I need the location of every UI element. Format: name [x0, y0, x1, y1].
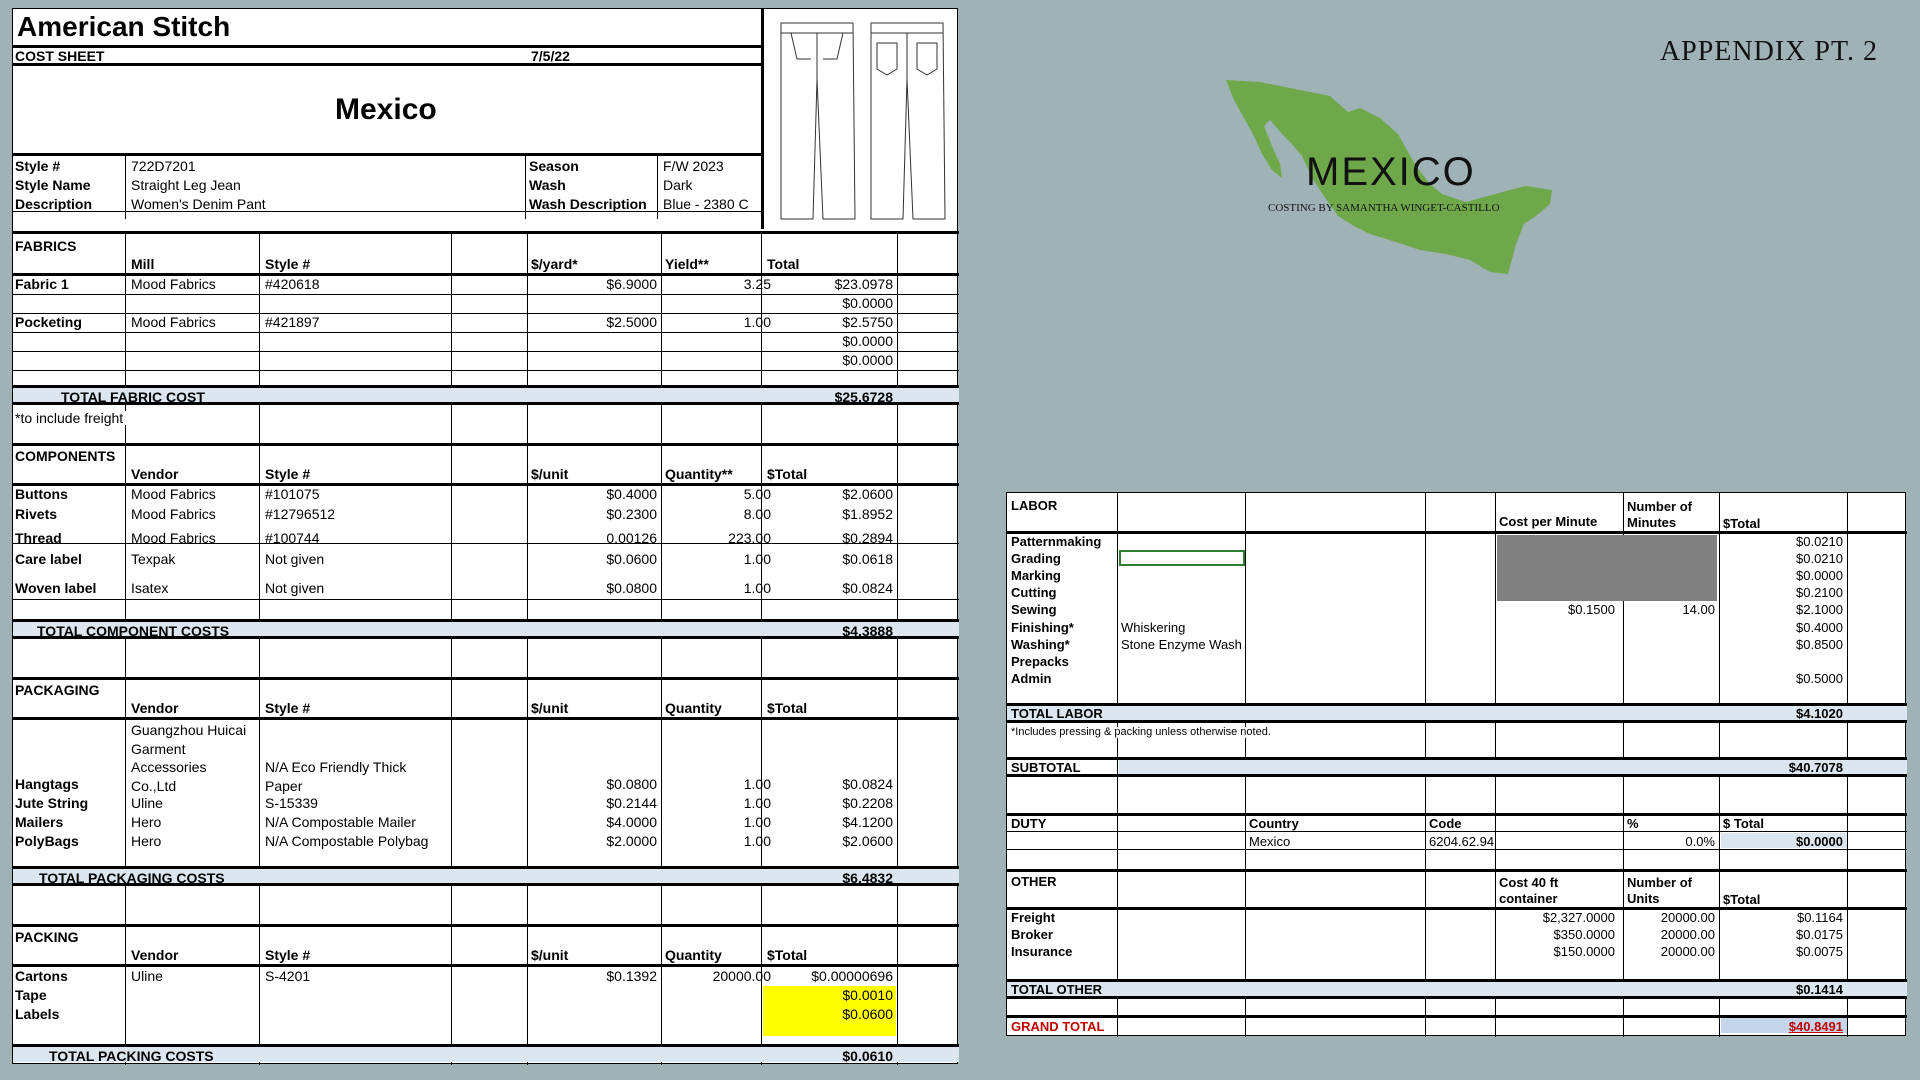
labor-row-label: Washing* [1011, 637, 1070, 652]
labor-row-total: $0.5000 [1796, 671, 1843, 686]
component-row-label: Care label [15, 551, 82, 567]
map-title: MEXICO [1306, 150, 1476, 194]
labor-row-total: $0.4000 [1796, 620, 1843, 635]
labor-gray-block [1497, 535, 1717, 601]
other-row-units: 20000.00 [1660, 910, 1715, 925]
packing-row-label: Tape [15, 987, 47, 1003]
component-row-qty: 1.00 [743, 580, 771, 596]
fabric-row-total: $0.0000 [842, 295, 893, 311]
packaging-title: PACKAGING [15, 682, 100, 698]
packaging-col-unit: $/unit [531, 700, 569, 716]
components-col-style: Style # [265, 466, 311, 482]
grading-selected-cell[interactable] [1119, 550, 1245, 566]
sheet-date: 7/5/22 [531, 48, 570, 64]
components-title: COMPONENTS [15, 448, 116, 464]
component-row-style: Not given [265, 580, 325, 596]
packaging-col-style: Style # [265, 700, 311, 716]
components-col-vendor: Vendor [131, 466, 179, 482]
other-col-total: $Total [1723, 892, 1761, 907]
fabrics-col-price: $/yard* [531, 256, 578, 272]
company-name: American Stitch [17, 11, 231, 42]
packaging-row-unit: $0.2144 [606, 795, 657, 811]
other-col-cost: Cost 40 ft container [1499, 875, 1559, 906]
labor-row-total: $0.0000 [1796, 568, 1843, 583]
fabrics-col-mill: Mill [131, 256, 155, 272]
style-no-label: Style # [15, 158, 61, 174]
component-row-total: $2.0600 [842, 486, 893, 502]
packaging-row-total: $0.0824 [842, 776, 893, 792]
duty-col-country: Country [1249, 816, 1299, 831]
duty-col-total: $ Total [1723, 816, 1764, 831]
labor-row-label: Marking [1011, 568, 1061, 583]
components-col-qty: Quantity** [665, 466, 733, 482]
component-row-style: #101075 [265, 486, 320, 502]
packing-total-label: TOTAL PACKING COSTS [49, 1048, 214, 1064]
labor-row-label: Finishing* [1011, 620, 1074, 635]
component-row-unit: $0.0600 [606, 551, 657, 567]
packing-col-total: $Total [767, 947, 808, 963]
sheet-label: COST SHEET [15, 48, 105, 64]
fabrics-note: *to include freight [15, 411, 127, 425]
fabric-row-yield: 1.00 [743, 314, 771, 330]
other-col-units: Number of Units [1627, 875, 1692, 906]
description-label: Description [15, 196, 93, 212]
fabric-row-total: $0.0000 [842, 352, 893, 368]
wash-desc-value: Blue - 2380 C [663, 196, 749, 212]
appendix-label: APPENDIX PT. 2 [1659, 36, 1878, 67]
wash-value: Dark [663, 177, 693, 193]
components-col-total: $Total [767, 466, 808, 482]
labor-row-cpm: $0.1500 [1568, 602, 1615, 617]
fabrics-col-yield: Yield** [665, 256, 709, 272]
style-name-label: Style Name [15, 177, 91, 193]
fabric-row-total: $0.0000 [842, 333, 893, 349]
packaging-row-unit: $2.0000 [606, 833, 657, 849]
component-row-vendor: Mood Fabrics [131, 506, 216, 522]
labor-col-minutes: Number of Minutes [1627, 499, 1692, 530]
fabric-row-mill: Mood Fabrics [131, 276, 216, 292]
cost-sheet [12, 8, 958, 1064]
labor-row-label: Sewing [1011, 602, 1057, 617]
component-row-qty: 5.00 [743, 486, 771, 502]
labor-col-cpm: Cost per Minute [1499, 514, 1598, 529]
packaging-row-label: PolyBags [15, 833, 79, 849]
fabric-row-label: Fabric 1 [15, 276, 69, 292]
packaging-row-vendor: Hero [131, 814, 162, 830]
duty-col-pct: % [1627, 816, 1639, 831]
packaging-row-vendor: Uline [131, 795, 163, 811]
fabric-row-total: $2.5750 [842, 314, 893, 330]
packing-row-total: $0.0600 [842, 1006, 893, 1022]
components-col-unit: $/unit [531, 466, 569, 482]
labor-title: LABOR [1011, 498, 1058, 513]
packaging-col-total: $Total [767, 700, 808, 716]
component-row-unit: $0.0800 [606, 580, 657, 596]
fabric-row-mill: Mood Fabrics [131, 314, 216, 330]
labor-total-value: $4.1020 [1796, 706, 1843, 721]
component-row-qty: 8.00 [743, 506, 771, 522]
packaging-total-label: TOTAL PACKAGING COSTS [39, 870, 225, 886]
packaging-col-qty: Quantity [665, 700, 722, 716]
component-row-unit: 0.00126 [606, 530, 657, 546]
labor-row-minutes: 14.00 [1682, 602, 1715, 617]
packing-row-total: $0.00000696 [811, 968, 893, 984]
hangtag-style: N/A Eco Friendly Thick Paper [265, 759, 407, 794]
labor-note: *Includes pressing & packing unless otherwise noted. [1011, 727, 1275, 738]
other-row-units: 20000.00 [1660, 927, 1715, 942]
other-total-label: TOTAL OTHER [1011, 982, 1102, 997]
component-row-unit: $0.4000 [606, 486, 657, 502]
wash-desc-label: Wash Description [529, 196, 647, 212]
other-row-cost: $2,327.0000 [1542, 910, 1615, 925]
packing-row-unit: $0.1392 [606, 968, 657, 984]
other-row-label: Broker [1011, 927, 1053, 942]
packaging-total-value: $6.4832 [842, 870, 893, 886]
fabrics-total-value: $25.6728 [834, 389, 893, 405]
labor-sheet [1006, 492, 1906, 1036]
fabrics-col-style: Style # [265, 256, 311, 272]
labor-row-note: Whiskering [1121, 620, 1186, 635]
component-row-vendor: Mood Fabrics [131, 486, 216, 502]
fabric-row-label: Pocketing [15, 314, 82, 330]
season-label: Season [529, 158, 579, 174]
fabric-row-price: $2.5000 [606, 314, 657, 330]
labor-row-label: Admin [1011, 671, 1052, 686]
duty-col-code: Code [1429, 816, 1462, 831]
labor-row-total: $2.1000 [1796, 602, 1843, 617]
hangtag-vendor: Guangzhou Huicai Garment Accessories Co.,Ltd [131, 721, 257, 795]
packaging-row-label: Jute String [15, 795, 89, 811]
fabric-row-yield: 3.25 [743, 276, 771, 292]
component-row-vendor: Mood Fabrics [131, 530, 216, 546]
packaging-row-style: S-15339 [265, 795, 318, 811]
labor-row-label: Cutting [1011, 585, 1057, 600]
labor-row-note: Stone Enzyme Wash [1121, 637, 1242, 652]
component-row-vendor: Texpak [131, 551, 176, 567]
component-row-total: $1.8952 [842, 506, 893, 522]
fabrics-total-label: TOTAL FABRIC COST [61, 389, 205, 405]
other-row-total: $0.0175 [1796, 927, 1843, 942]
component-row-total: $0.2894 [842, 530, 893, 546]
labor-row-label: Prepacks [1011, 654, 1069, 669]
component-row-unit: $0.2300 [606, 506, 657, 522]
packaging-row-qty: 1.00 [743, 833, 771, 849]
packaging-row-label: Hangtags [15, 776, 79, 792]
component-row-total: $0.0824 [842, 580, 893, 596]
component-row-style: #12796512 [265, 506, 336, 522]
packaging-row-unit: $4.0000 [606, 814, 657, 830]
component-row-qty: 1.00 [743, 551, 771, 567]
labor-row-total: $0.8500 [1796, 637, 1843, 652]
component-row-label: Woven label [15, 580, 97, 596]
labor-row-total: $0.0210 [1796, 534, 1843, 549]
packaging-row-total: $4.1200 [842, 814, 893, 830]
map-subtitle: COSTING BY SAMANTHA WINGET-CASTILLO [1268, 202, 1500, 214]
component-row-label: Rivets [15, 506, 58, 522]
packaging-row-qty: 1.00 [743, 814, 771, 830]
grand-total-label: GRAND TOTAL [1011, 1019, 1105, 1034]
other-row-total: $0.0075 [1796, 944, 1843, 959]
duty-title: DUTY [1011, 816, 1047, 831]
component-row-label: Thread [15, 530, 62, 546]
labor-row-label: Patternmaking [1011, 534, 1102, 549]
duty-total: $0.0000 [1796, 834, 1843, 849]
fabric-row-style: #420618 [265, 276, 320, 292]
duty-pct: 0.0% [1685, 834, 1715, 849]
packing-total-value: $0.0610 [842, 1048, 893, 1064]
fabric-row-price: $6.9000 [606, 276, 657, 292]
jeans-sketch-image [775, 19, 951, 225]
duty-country: Mexico [1249, 834, 1291, 849]
country-title: Mexico [335, 93, 437, 126]
grand-total-value: $40.8491 [1788, 1019, 1843, 1034]
packaging-row-qty: 1.00 [743, 776, 771, 792]
component-row-qty: 223.00 [728, 530, 771, 546]
description-value: Women's Denim Pant [131, 196, 266, 212]
subtotal-value: $40.7078 [1788, 760, 1843, 775]
other-row-total: $0.1164 [1796, 910, 1843, 925]
component-row-style: #100744 [265, 530, 320, 546]
other-row-cost: $350.0000 [1553, 927, 1615, 942]
packing-row-label: Labels [15, 1006, 60, 1022]
other-row-cost: $150.0000 [1553, 944, 1615, 959]
other-total-value: $0.1414 [1796, 982, 1843, 997]
packaging-row-qty: 1.00 [743, 795, 771, 811]
components-total-label: TOTAL COMPONENT COSTS [37, 623, 230, 639]
fabrics-col-total: Total [767, 256, 800, 272]
fabrics-title: FABRICS [15, 238, 77, 254]
fabric-row-style: #421897 [265, 314, 320, 330]
labor-row-total: $0.0210 [1796, 551, 1843, 566]
packing-col-vendor: Vendor [131, 947, 179, 963]
other-row-units: 20000.00 [1660, 944, 1715, 959]
packaging-row-style: N/A Compostable Mailer [265, 814, 416, 830]
packing-col-unit: $/unit [531, 947, 569, 963]
component-row-style: Not given [265, 551, 325, 567]
component-row-label: Buttons [15, 486, 68, 502]
fabric-row-total: $23.0978 [834, 276, 893, 292]
packing-row-label: Cartons [15, 968, 68, 984]
subtotal-label: SUBTOTAL [1011, 760, 1081, 775]
duty-code: 6204.62.94 [1429, 834, 1495, 849]
packaging-row-style: N/A Compostable Polybag [265, 833, 429, 849]
packaging-row-total: $2.0600 [842, 833, 893, 849]
other-row-label: Insurance [1011, 944, 1073, 959]
wash-label: Wash [529, 177, 566, 193]
component-row-vendor: Isatex [131, 580, 169, 596]
packing-col-qty: Quantity [665, 947, 722, 963]
packaging-col-vendor: Vendor [131, 700, 179, 716]
style-name-value: Straight Leg Jean [131, 177, 241, 193]
packing-row-qty: 20000.00 [712, 968, 771, 984]
labor-row-label: Grading [1011, 551, 1061, 566]
other-title: OTHER [1011, 874, 1057, 889]
style-no-value: 722D7201 [131, 158, 196, 174]
season-value: F/W 2023 [663, 158, 724, 174]
packing-row-vendor: Uline [131, 968, 163, 984]
packaging-row-vendor: Hero [131, 833, 162, 849]
packaging-row-total: $0.2208 [842, 795, 893, 811]
packing-col-style: Style # [265, 947, 311, 963]
other-row-label: Freight [1011, 910, 1056, 925]
components-total-value: $4.3888 [842, 623, 893, 639]
component-row-total: $0.0618 [842, 551, 893, 567]
labor-row-total: $0.2100 [1796, 585, 1843, 600]
labor-col-total: $Total [1723, 516, 1761, 531]
packaging-row-label: Mailers [15, 814, 64, 830]
labor-total-label: TOTAL LABOR [1011, 706, 1103, 721]
packing-row-total: $0.0010 [842, 987, 893, 1003]
packing-row-style: S-4201 [265, 968, 311, 984]
packing-title: PACKING [15, 929, 79, 945]
packaging-row-unit: $0.0800 [606, 776, 657, 792]
